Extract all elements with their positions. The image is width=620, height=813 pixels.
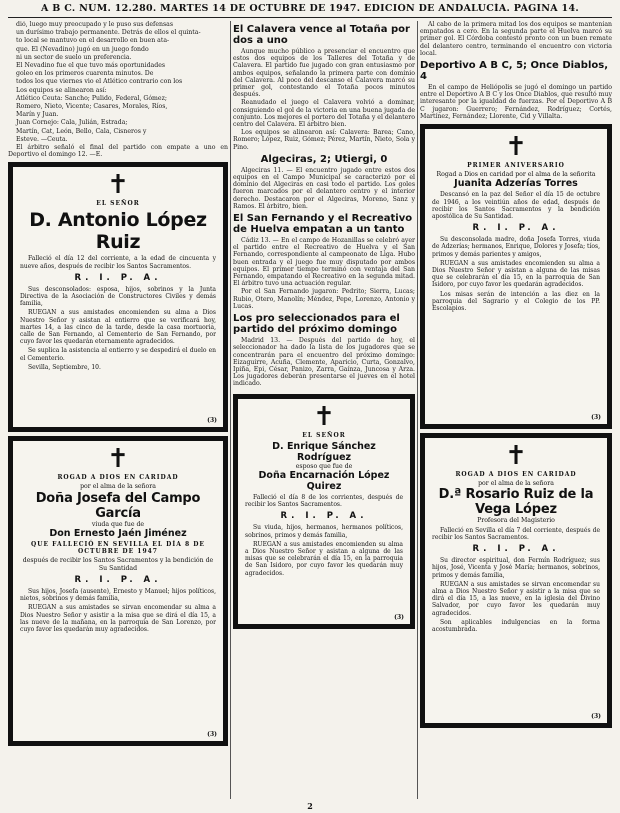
article-text bbox=[420, 84, 612, 120]
card-body: Los misas serán de intención a las diez en la parroquia del Sagrario y el Colegio de los PP. Escolapios. bbox=[432, 290, 600, 313]
deceased-name: D. Antonio López Ruiz bbox=[29, 209, 207, 254]
card-body: RUEGAN a sus amistades encomienden su alma a Dios Nuestro Señor y asistan a alguna de las misas que se celebrarán el día 15, en la parroquia de San Isidoro, por cuyo favor les quedarán muy agradecidos. bbox=[245, 540, 403, 577]
article-text bbox=[233, 237, 415, 310]
card-body: Falleció el día 12 del corriente, a la edad de cincuenta y nueve años, después de recibir los Santos Sacramentos. bbox=[20, 255, 216, 270]
text-line: un durísimo trabajo permanente. Detrás de ellos el quinta- bbox=[16, 29, 201, 37]
card-role: Profesora del Magisterio bbox=[477, 517, 555, 525]
text-line: Atlético Ceuta: Sancho; Pulido, Federal, Gómez; bbox=[16, 94, 167, 102]
obituary-card bbox=[8, 436, 228, 746]
cross-icon: ✝ bbox=[107, 170, 129, 201]
text-line: Los equipos se alinearon así: bbox=[16, 86, 107, 94]
column-right bbox=[420, 21, 612, 799]
article-text bbox=[233, 167, 415, 210]
card-body: Son aplicables indulgencias en la forma acostumbrada. bbox=[432, 618, 600, 634]
obituary-card bbox=[420, 124, 612, 429]
paragraph: Madrid 13. — Después del partido de hoy, el seleccionador ha dado la lista de los jugadores que se concentrarán para el encuentro del próximo domingo: Eizaguirre, Acuña, Clemente, Aparicio, Curta, Gonzalvo, Ipiña, Epi, César, Panizo, Zarra, Gaínza, Juncosa y Arza. Los jugadores deberán presentarse el jueves en el hotel indicado. bbox=[233, 337, 415, 388]
article-text bbox=[233, 48, 415, 151]
ripa-label: R. I. P. A. bbox=[280, 511, 368, 522]
card-body: RUEGAN a sus amistades se sirvan encomendar su alma a Dios Nuestro Señor y asistir a la misa que se dirá el día 15, a las nueve, en la iglesia del Divino Salvador, por cuyo favor les quedarán muy agradecidos. bbox=[432, 580, 600, 617]
paragraph: En el campo de Heliópolis se jugó el domingo un partido entre el Deportivo A B C y los Once Diablos, que resultó muy interesante por la igualdad de fuerzas. Por el Deportivo A B C jugaron: Guerrero; Fernández, Rodríguez; Cortés, Martínez, Fernández; Llorente, Cid y Villalta. bbox=[420, 84, 612, 120]
ad-number: (3) bbox=[394, 613, 404, 621]
cross-icon: ✝ bbox=[505, 441, 527, 472]
column-left bbox=[8, 21, 228, 799]
card-body: RUEGAN a sus amistades se sirvan encomendar su alma a Dios Nuestro Señor y asistir a la misa que se dirá el día 15, a las nueve de la mañana, en la parroquia de San Lorenzo, por cuyo favor les quedarán muy agradecidos. bbox=[20, 604, 216, 634]
card-footer: Sevilla, Septiembre, 10. bbox=[28, 363, 101, 371]
paragraph: Al cabo de la primera mitad los dos equipos se mantenían empatados a cero. En la segunda parte el Huelva marcó su primer gol. El Córdoba contestó pronto con un buen remate del delantero centro, terminando el encuentro con victoria local. bbox=[420, 21, 612, 57]
text-line: Martín, Cat, León, Bello, Cala, Cisneros y bbox=[16, 127, 147, 135]
cross-icon: ✝ bbox=[313, 401, 335, 432]
card-intro: PRIMER ANIVERSARIO bbox=[467, 162, 565, 170]
article-text bbox=[8, 21, 228, 158]
text-line: El Nevadino fue el que tuvo más oportunidades bbox=[16, 62, 166, 70]
card-intro: por el alma de la señora bbox=[80, 483, 156, 491]
card-intro: EL SEÑOR bbox=[96, 200, 140, 208]
card-body: Su director espiritual, don Fermín Rodríguez; sus hijos, José, Vicenta y José María; hermanos, sobrinos, primos y demás familia, bbox=[432, 557, 600, 579]
paragraph: Los equipos se alinearon así: Calavera: Barea; Cano, Romero; López, Ruiz, Gómez; Pérez, Martín, Nieto, Sola y Pino. bbox=[233, 129, 415, 151]
column-divider bbox=[230, 21, 231, 799]
deceased-name: D.ª Rosario Ruiz de la Vega López bbox=[438, 487, 594, 518]
card-intro: ROGAD A DIOS EN CARIDAD bbox=[57, 474, 179, 482]
card-body: Sus hijos, Josefa (ausente), Ernesto y Manuel; hijos políticos, nietos, sobrinos y demás familia, bbox=[20, 588, 216, 603]
ad-number: (3) bbox=[591, 713, 601, 721]
card-body: Su desconsolada madre, doña Josefa Torres, viuda de Adzerías; hermanos, Enrique, Dolores y Josefa; tíos, primos y demás parientes y amigos, bbox=[432, 236, 600, 258]
article-text bbox=[420, 21, 612, 57]
card-died: QUE FALLECIÓ EN SEVILLA EL DÍA 8 DE OCTUBRE DE 1947 bbox=[31, 541, 205, 556]
card-widow-label: viuda que fue de bbox=[91, 520, 145, 528]
card-body: Sus desconsolados: esposa, hijos, sobrinos y la Junta Directiva de la Asociación de Constructores Civiles y demás familia, bbox=[20, 285, 216, 308]
page-number: 2 bbox=[307, 801, 313, 811]
page-header: A B C. NÚM. 12.280. MARTES 14 DE OCTUBRE DE 1947. EDICIÓN DE ANDALUCÍA. PÁGINA 14. bbox=[41, 3, 579, 14]
text-line: Juan Cornejo: Cala, Julián, Estrada; bbox=[16, 119, 128, 127]
obituary-card bbox=[420, 433, 612, 728]
card-body: Se suplica la asistencia al entierro y se despedirá el duelo en el Cementerio. bbox=[20, 347, 216, 362]
article-headline: Algeciras, 2; Utiergi, 0 bbox=[260, 153, 388, 165]
cross-icon: ✝ bbox=[505, 132, 527, 163]
paragraph: Cádiz 13. — En el campo de Hozanillas se celebró ayer el partido entre el Recreativo de Huelva y el San Fernando, correspondiente al campeonato de Liga. Hubo buen entrada y el juego fue muy disputado por ambos equipos. El primer tiempo terminó con ventaja del San Fernando, empatando el Recreativo en la segunda mitad. El árbitro tuvo una actuación regular. bbox=[233, 237, 415, 288]
article-headline: El San Fernando y el Recreativo de Huelva empatan a un tanto bbox=[233, 213, 413, 236]
card-body: RUEGAN a sus amistades encomienden su alma a Dios Nuestro Señor y asistan al entierro que se verificará hoy, martes 14, a las cinco de la tarde, desde la casa mortuoria, calle de San Fernando, al Cementerio de San Fernando, por cuyo favor les quedarán eternamente agradecidos. bbox=[20, 309, 216, 346]
article-headline: Deportivo A B C, 5; Once Diablos, 4 bbox=[420, 60, 608, 83]
cross-icon: ✝ bbox=[107, 444, 129, 475]
ripa-label: R. I. P. A. bbox=[472, 544, 560, 555]
text-line: goleo en los primeros cuarenta minutos. De bbox=[16, 70, 154, 78]
card-body: RUEGAN a sus amistades encomienden su alma a Dios Nuestro Señor y asistan a alguna de las misas que se celebrarán el día 15, en la parroquia de San Isidoro, por cuyo favor les quedarán agradecidos. bbox=[432, 259, 600, 289]
text-line: Romero, Nieto, Vicente; Casares, Morales, Ríos, bbox=[16, 103, 168, 111]
paragraph: Aunque mucho público a presenciar el encuentro que estos dos equipos de los Talleres del Totaña y de Calavera. El partido fue jugado con gran entusiasmo por ambos equipos, señalando la primera parte con dominio del Calavera. Al poco del descanso el Calavera marcó su primer gol, contestando el Totaña pocos minutos después. bbox=[233, 48, 415, 99]
column-middle bbox=[233, 21, 415, 799]
card-body: Falleció en Sevilla el día 7 del corriente, después de recibir los Santos Sacramentos. bbox=[432, 526, 600, 542]
obituary-card bbox=[233, 394, 415, 629]
ripa-label: R. I. P. A. bbox=[472, 223, 560, 234]
article-text bbox=[233, 337, 415, 387]
column-divider bbox=[417, 21, 418, 799]
card-intro: ROGAD A DIOS EN CARIDAD bbox=[455, 471, 577, 479]
deceased-name: D. Enrique Sánchez Rodríguez bbox=[272, 440, 376, 463]
card-spouse-label: esposo que fue de bbox=[295, 462, 353, 470]
spouse-name: Doña Encarnación López Quirez bbox=[258, 469, 390, 492]
paragraph: Algeciras 11. — El encuentro jugado entre estos dos equipos en el Campo Municipal se caracterizó por el dominio del Algeciras en casi todo el partido. Los goles fueron marcados por el delantero centro y el interior derecho. Destacaron por el Algeciras, Moreno, Sanz y Ramos. El árbitro, bien. bbox=[233, 166, 415, 210]
card-body: Falleció el día 8 de los corrientes, después de recibir los Santos Sacramentos. bbox=[245, 493, 403, 509]
paragraph: Por el San Fernando jugaron: Pedrito; Sierra, Lucas; Rubio, Otero, Manolín; Méndez, Pepe, Lorenzo, Antonio y Lucas. bbox=[233, 288, 415, 310]
text-line: El árbitro señaló el final del partido con empate a uno en Deportivo el domingo 12. —E. bbox=[8, 144, 228, 159]
ad-number: (3) bbox=[207, 731, 217, 739]
deceased-name: Doña Josefa del Campo García bbox=[35, 490, 201, 521]
text-line: Marín y Juan. bbox=[16, 111, 59, 119]
article-headline: El Calavera vence al Totaña por dos a uno bbox=[233, 24, 410, 46]
text-line: ni un sector de suelo un preferencia. bbox=[16, 53, 132, 61]
obituary-card bbox=[8, 162, 228, 432]
paragraph: Reanudado el juego el Calavera volvió a dominar, consiguiendo el gol de la victoria en una buena jugada de conjunto. Los mejores el portero del Totaña y el delantero centro del Calavera. El árbitro bien. bbox=[233, 99, 415, 129]
card-intro: EL SEÑOR bbox=[302, 431, 346, 439]
deceased-name: Juanita Adzerías Torres bbox=[454, 178, 578, 190]
article-headline: Los pro seleccionados para el partido del próximo domingo bbox=[233, 313, 400, 336]
ad-number: (3) bbox=[207, 417, 217, 425]
text-line: que. El (Nevadino) jugó en un juego fondo bbox=[16, 45, 149, 53]
header-rule bbox=[8, 17, 612, 18]
text-line: Esteve. —Ceuta. bbox=[16, 135, 68, 143]
ripa-label: R. I. P. A. bbox=[74, 575, 162, 586]
card-body: Descansó en la paz del Señor el día 15 de octubre de 1946, a los veintiún años de edad, después de recibir los Santos Sacramentos y la bendición apostólica de Su Santidad. bbox=[432, 191, 600, 221]
ripa-label: R. I. P. A. bbox=[74, 272, 162, 283]
ad-number: (3) bbox=[591, 414, 601, 422]
text-line: todos los que viernes vio el Atlético contrario con los bbox=[16, 78, 183, 86]
text-line: dió, luego muy preocupado y le puso sus defensas bbox=[16, 21, 174, 28]
text-line: to local se mantuvo en el desarrollo en buen ata- bbox=[16, 37, 170, 45]
card-intro: por el alma de la señora bbox=[478, 480, 554, 488]
card-after: después de recibir los Santos Sacramentos y la bendición de Su Santidad bbox=[22, 557, 214, 572]
card-body: Su viuda, hijos, hermanos, hermanos políticos, sobrinos, primos y demás familia, bbox=[245, 524, 403, 539]
spouse-name: Don Ernesto Jaén Jiménez bbox=[49, 528, 187, 540]
card-intro: Rogad a Dios en caridad por el alma de la señorita bbox=[436, 171, 596, 179]
